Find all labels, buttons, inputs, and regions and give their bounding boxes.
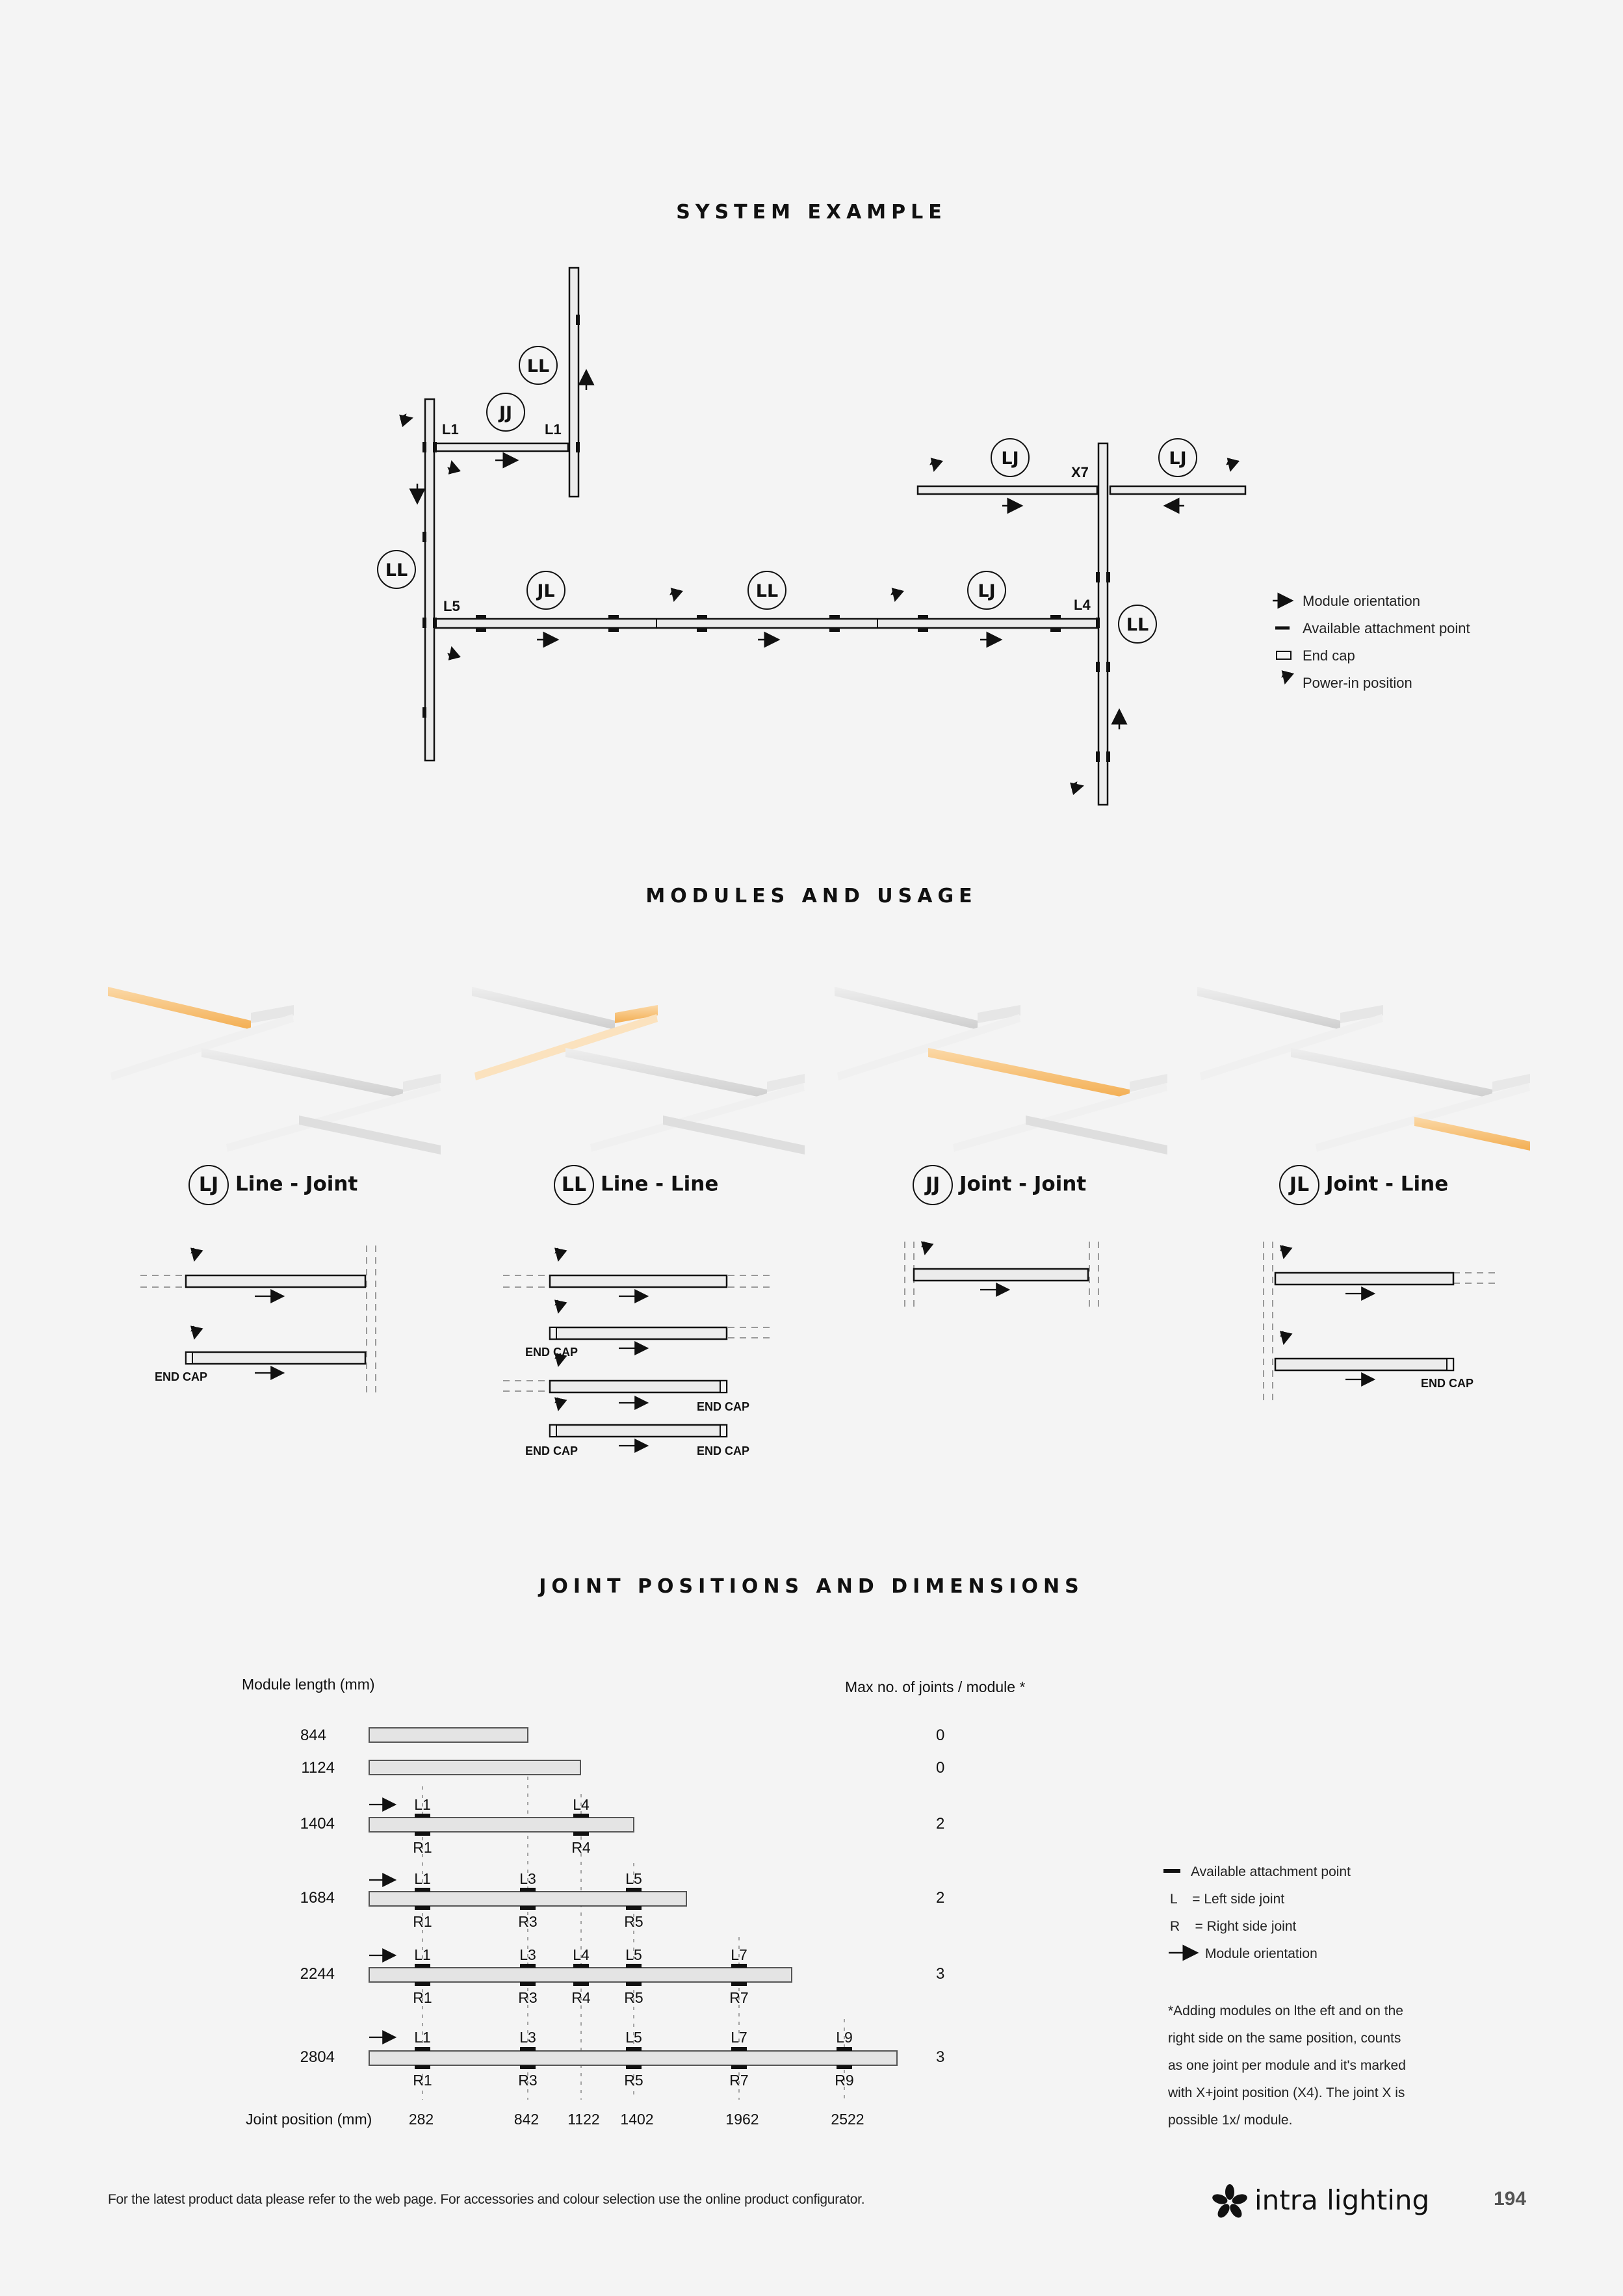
svg-text:R4: R4 [571, 1989, 591, 2006]
module-badge-jj: JJ [913, 1165, 953, 1205]
badge-jj: JJ [499, 403, 513, 423]
svg-text:R5: R5 [624, 1913, 643, 1930]
endcap-label-jl: END CAP [1421, 1377, 1474, 1390]
row-max-1124: 0 [936, 1759, 945, 1777]
svg-text:R7: R7 [729, 1989, 749, 2006]
legend-orientation: Module orientation [1205, 1946, 1318, 1961]
footer-note: For the latest product data please refer to the web page. For accessories and colour selection use the online product configurator. [108, 2192, 865, 2207]
svg-text:R1: R1 [413, 1839, 432, 1856]
joint-label-l4: L4 [1074, 597, 1091, 613]
joint-label-l5: L5 [443, 598, 460, 614]
svg-text:R9: R9 [835, 2072, 854, 2089]
legend-attachment-point: Available attachment point [1303, 620, 1470, 636]
row-max-1404: 2 [936, 1815, 945, 1833]
row-length-2804: 2804 [300, 2048, 335, 2066]
module-badge-ll: LL [554, 1165, 594, 1205]
endcap-label-ll-1: END CAP [525, 1346, 578, 1359]
badge-ll-4: LL [1126, 615, 1149, 635]
module-badge-jl: JL [1279, 1165, 1319, 1205]
legend-available-attachment: Available attachment point [1191, 1864, 1351, 1879]
joint-pos-282: 282 [408, 2111, 434, 2128]
joint-note: *Adding modules on lthe eft and on the right side on the same position, counts as one joint per module and it's marked with X+joint position (X4). The joint X is possible 1x/ module. [1168, 2003, 1406, 2128]
svg-text:R7: R7 [729, 2072, 749, 2089]
svg-text:R1: R1 [413, 1913, 432, 1930]
svg-text:L7: L7 [731, 1946, 747, 1963]
joint-pos-1962: 1962 [725, 2111, 759, 2128]
svg-text:R3: R3 [518, 2072, 538, 2089]
legend-right-joint: R = Right side joint [1170, 1919, 1297, 1934]
section-title-system-example: SYSTEM EXAMPLE [676, 201, 947, 224]
svg-text:R4: R4 [571, 1839, 591, 1856]
joint-pos-842: 842 [513, 2111, 539, 2128]
page-number: 194 [1494, 2188, 1527, 2210]
svg-text:L3: L3 [519, 2029, 536, 2046]
svg-text:R5: R5 [624, 1989, 643, 2006]
svg-text:L5: L5 [625, 2029, 642, 2046]
joint-label-l1-b: L1 [545, 421, 562, 437]
joint-pos-1122: 1122 [567, 2111, 600, 2128]
legend-left-joint: L = Left side joint [1170, 1892, 1285, 1907]
svg-text:L7: L7 [731, 2029, 747, 2046]
badge-lj-3: LJ [1169, 449, 1187, 469]
badge-ll-1: LL [526, 356, 550, 376]
svg-text:L1: L1 [414, 2029, 431, 2046]
endcap-label-ll-4: END CAP [697, 1444, 750, 1457]
section-title-joint-positions: JOINT POSITIONS AND DIMENSIONS [539, 1575, 1084, 1598]
svg-text:R3: R3 [518, 1913, 538, 1930]
badge-ll-2: LL [385, 560, 408, 581]
svg-text:R5: R5 [624, 2072, 643, 2089]
table-header-max-joints: Max no. of joints / module * [845, 1678, 1026, 1695]
section-title-modules-usage: MODULES AND USAGE [645, 885, 978, 907]
row-max-2804: 3 [936, 2048, 945, 2066]
row-max-844: 0 [936, 1727, 945, 1744]
module-name-jl: Joint - Line [1326, 1172, 1449, 1196]
brand-name: intra lighting [1254, 2184, 1430, 2216]
joint-label-x7: X7 [1071, 464, 1089, 480]
row-length-1684: 1684 [300, 1889, 335, 1907]
row-length-1124: 1124 [301, 1759, 335, 1777]
svg-text:L1: L1 [414, 1796, 431, 1813]
legend-module-orientation: Module orientation [1303, 593, 1421, 609]
module-badge-lj: LJ [188, 1165, 229, 1205]
endcap-label-ll-2: END CAP [697, 1400, 750, 1413]
legend-power-in: Power-in position [1303, 675, 1412, 691]
legend-end-cap: End cap [1303, 647, 1355, 664]
svg-text:L3: L3 [519, 1870, 536, 1887]
joint-label-l1-a: L1 [442, 421, 459, 437]
svg-text:L5: L5 [625, 1946, 642, 1963]
row-length-844: 844 [300, 1727, 326, 1744]
svg-text:L5: L5 [625, 1870, 642, 1887]
joint-pos-1402: 1402 [620, 2111, 654, 2128]
endcap-label-lj: END CAP [155, 1370, 208, 1383]
svg-text:L1: L1 [414, 1946, 431, 1963]
row-max-1684: 2 [936, 1889, 945, 1907]
joint-position-label: Joint position (mm) [246, 2111, 372, 2128]
svg-text:L4: L4 [573, 1796, 590, 1813]
svg-text:L9: L9 [836, 2029, 853, 2046]
row-max-2244: 3 [936, 1965, 945, 1983]
module-name-lj: Line - Joint [235, 1172, 358, 1196]
module-name-jj: Joint - Joint [959, 1172, 1087, 1196]
row-length-1404: 1404 [300, 1815, 335, 1833]
badge-lj-1: LJ [978, 581, 996, 601]
svg-text:R1: R1 [413, 1989, 432, 2006]
brand-logo-icon [1213, 2184, 1247, 2221]
svg-text:L3: L3 [519, 1946, 536, 1963]
svg-text:L1: L1 [414, 1870, 431, 1887]
badge-ll-3: LL [755, 581, 779, 601]
svg-text:R3: R3 [518, 1989, 538, 2006]
badge-lj-2: LJ [1001, 449, 1019, 469]
table-header-module-length: Module length (mm) [242, 1676, 375, 1693]
endcap-label-ll-3: END CAP [525, 1444, 578, 1457]
joint-pos-2522: 2522 [831, 2111, 864, 2128]
svg-text:R1: R1 [413, 2072, 432, 2089]
svg-text:L4: L4 [573, 1946, 590, 1963]
badge-jl: JL [537, 581, 555, 601]
module-name-ll: Line - Line [601, 1172, 719, 1196]
row-length-2244: 2244 [300, 1965, 335, 1983]
